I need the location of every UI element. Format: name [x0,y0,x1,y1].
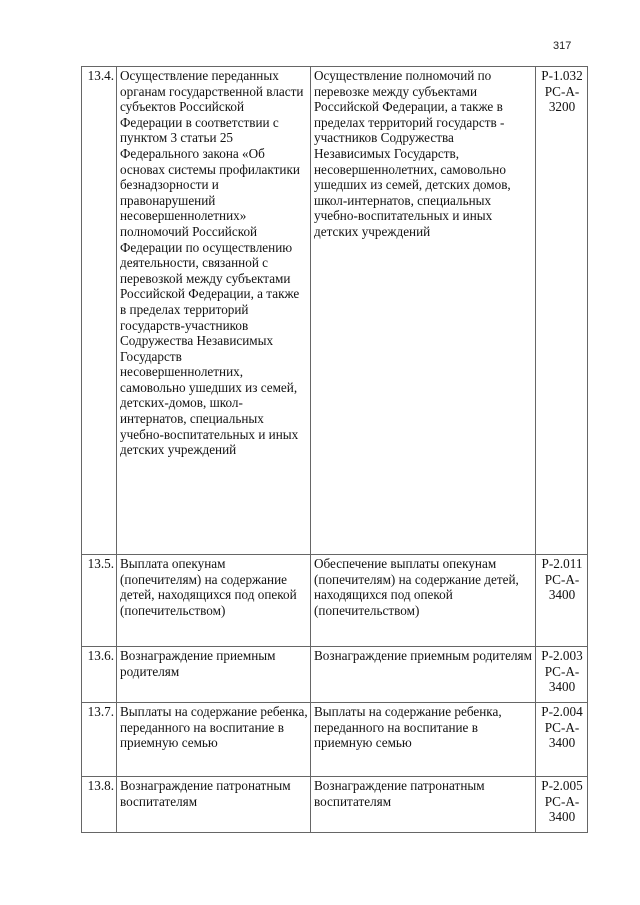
row-number: 13.4. [82,67,117,555]
table-row [82,555,588,647]
row-description: Вознаграждение патронатным воспитателям [311,777,536,833]
row-code [536,647,588,703]
table-row [82,647,588,703]
table-row [82,67,588,555]
code-line: Р-1.032 [541,68,583,83]
row-number: 13.5. [82,555,117,647]
code-line: 3400 [548,679,576,695]
code-line: Р-2.005 [541,778,583,793]
row-description: Осуществление полномочий по перевозке между субъектами Российской Федерации, а также в пределах территорий государств - участников Содружества Независимых Государств, несовершеннолетних, самовольно ушедших из семей, детских домов, школ-интернатов, специальных учебно-воспитательных и иных детских учреждений [311,67,536,555]
page-number: 317 [553,40,572,52]
row-name: Выплаты на содержание ребенка, переданного на воспитание в приемную семью [117,703,311,777]
row-description: Вознаграждение приемным родителям [311,647,536,703]
row-name: Вознаграждение приемным родителям [117,647,311,703]
row-name: Вознаграждение патронатным воспитателям [117,777,311,833]
code-line: 3200 [548,99,576,115]
code-line: 3400 [548,735,576,751]
table-row [82,777,588,833]
row-name: Осуществление переданных органам государственной власти субъектов Российской Федерации в соответствии с пунктом 3 статьи 25 Федерального закона «Об основах системы профилактики безнадзорности и правонарушений несовершеннолетних» полномочий Российской Федерации по осуществлению деятельности, связанной с перевозкой между субъектами Российской Федерации, а также в пределах территорий государств-участников Содружества Независимых Государств несовершеннолетних, самовольно ушедших из семей, детских-домов, школ-интернатов, специальных учебно-воспитательных и иных детских учреждений [117,67,311,555]
code-line: РС-А- [544,793,580,809]
row-description: Выплаты на содержание ребенка, переданного на воспитание в приемную семью [311,703,536,777]
document-table [81,66,588,833]
row-number: 13.8. [82,777,117,833]
row-code [536,703,588,777]
row-description: Обеспечение выплаты опекунам (попечителям) на содержание детей, находящихся под опекой (попечительством) [311,555,536,647]
code-line: РС-А- [544,571,580,587]
row-number: 13.7. [82,703,117,777]
code-line: Р-2.003 [541,648,583,663]
code-line: 3400 [548,587,576,603]
row-name: Выплата опекунам (попечителям) на содержание детей, находящихся под опекой (попечительством) [117,555,311,647]
code-line: РС-А- [544,663,580,679]
code-line: Р-2.011 [541,556,583,571]
code-line: 3400 [548,809,576,825]
row-code [536,67,588,555]
code-line: Р-2.004 [541,704,583,719]
row-code [536,555,588,647]
row-code [536,777,588,833]
code-line: РС-А- [544,83,580,99]
code-line: РС-А- [544,719,580,735]
row-number: 13.6. [82,647,117,703]
table-row [82,703,588,777]
